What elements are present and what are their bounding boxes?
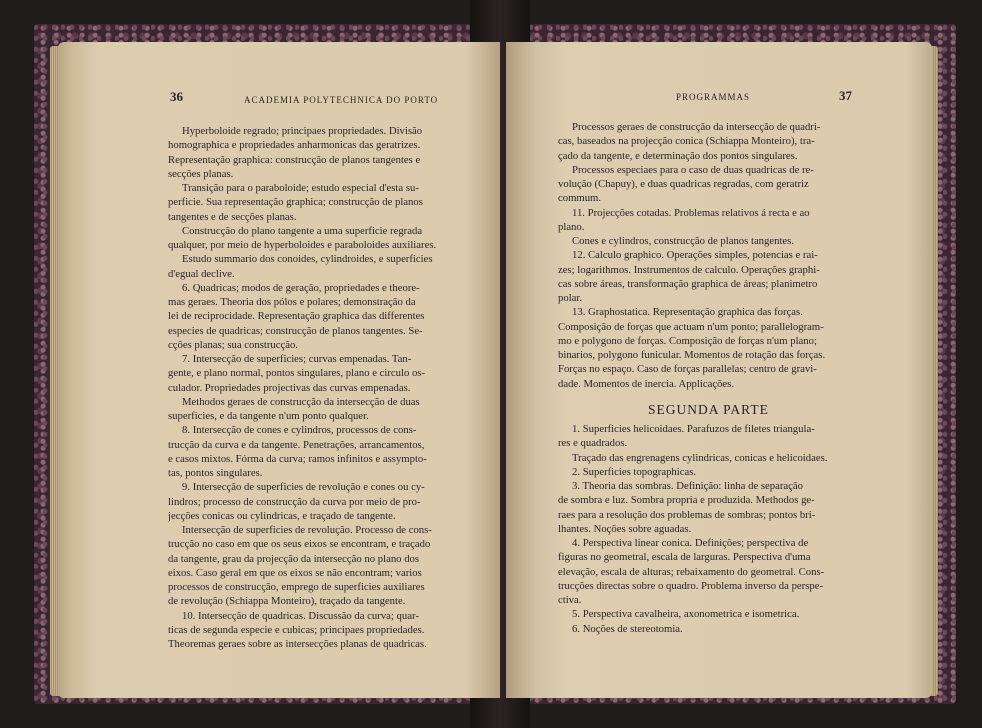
text-line: 6. Quadricas; modos de geração, propriedades e theore-	[182, 281, 420, 294]
text-line: cas, baseados na projecção conica (Schiappa Monteiro), tra-	[558, 135, 815, 148]
text-line: trucções directas sobre o quadro. Problema inverso da perspe-	[558, 579, 824, 592]
text-line: lindros; processo de construcção da curva por meio de pro-	[168, 495, 421, 508]
text-line: 4. Perspectiva linear conica. Definições; perspectiva de	[572, 537, 809, 549]
text-line: res e quadrados.	[558, 437, 628, 450]
text-line: lei de reciprocidade. Representação graphica das differentes	[168, 310, 425, 323]
text-line: e casos mixtos. Fórma da curva; ramos infinitos e assympto-	[168, 452, 427, 465]
text-line: volução (Chapuy), e duas quadricas regradas, com geratriz	[558, 178, 809, 190]
text-line: Transição para o paraboloide; estudo especial d'esta su-	[182, 182, 419, 194]
text-line: ticas de segunda especie e cubicas; principaes propriedades.	[168, 623, 425, 636]
right-page	[506, 42, 932, 698]
text-line: Traçado das engrenagens cylindricas, conicas e helicoidaes.	[572, 451, 828, 464]
text-line: cções planas; sua construcção.	[168, 338, 298, 351]
text-line: d'egual declive.	[168, 267, 235, 280]
text-line: Forças no espaço. Caso de forças parallelas; centro de gravi-	[558, 363, 817, 376]
text-line: 11. Projecções cotadas. Problemas relativos á recta e ao	[572, 206, 810, 219]
text-line: trucção no caso em que os seus eixos se encontram, e traçado	[168, 538, 431, 551]
text-line: trucção da curva e da tangente. Penetrações, arrancamentos,	[168, 438, 425, 451]
right-body-text-bottom	[558, 422, 852, 636]
text-line: jecções conicas ou cylindricas, e traçado de tangente.	[168, 509, 396, 522]
text-line: binarios, polygono funicular. Momentos de rotação das forças.	[558, 349, 826, 361]
text-line: 1. Superficies helicoidaes. Parafuzos de filetes triangula-	[572, 423, 815, 435]
text-line: de sombra e luz. Sombra propria e produzida. Methodos ge-	[558, 494, 815, 507]
text-line: Processos especiaes para o caso de duas quadricas de re-	[572, 163, 814, 176]
page-number: 37	[839, 88, 852, 103]
text-line: culador. Propriedades projectivas das curvas empenadas.	[168, 381, 411, 394]
text-line: mas geraes. Theoria dos pólos e polares; demonstração da	[168, 296, 416, 308]
section-title: SEGUNDA PARTE	[648, 402, 769, 417]
text-line: processos de construcção, emprego de superficies auxiliares	[168, 581, 425, 593]
text-line: lhantes. Noções sobre aguadas.	[558, 522, 692, 535]
text-line: qualquer, por meio de hyperboloides e paraboloides auxiliares.	[168, 239, 437, 251]
left-body-text	[168, 124, 464, 651]
text-line: zes; logarithmos. Instrumentos de calculo. Operações graphi-	[558, 263, 820, 276]
text-line: ctiva.	[558, 594, 582, 606]
text-line: 7. Intersecção de superficies; curvas empenadas. Tan-	[182, 353, 412, 365]
text-line: tas, pontos singulares.	[168, 467, 263, 479]
text-line: Hyperboloide regrado; principaes propriedades. Divisão	[182, 125, 423, 137]
text-line: Processos geraes de construcção da intersecção de quadri-	[572, 121, 821, 133]
page-number: 36	[170, 89, 183, 104]
text-line: dade. Momentos de inercia. Applicações.	[558, 377, 734, 390]
text-line: 9. Intersecção de superficies de revolução e cones ou cy-	[182, 481, 425, 494]
text-line: eixos. Caso geral em que os eixos se não encontram; varios	[168, 566, 422, 579]
text-line: Composição de forças que actuam n'um ponto; parallelogram-	[558, 320, 824, 333]
text-line: 3. Theoria das sombras. Definição: linha de separação	[572, 480, 803, 492]
text-line: Intersecção de superficies de revolução. Processo de cons-	[182, 524, 432, 536]
text-line: Construcção do plano tangente a uma superficie regrada	[182, 224, 423, 237]
running-head: ACADEMIA POLYTECHNICA DO PORTO	[244, 95, 439, 105]
left-page	[58, 42, 500, 698]
text-line: perficie. Sua representação graphica; construcção de planos	[168, 196, 423, 209]
text-line: çado da tangente, e determinação dos pontos singulares.	[558, 149, 798, 162]
text-line: Estudo summario dos conoides, cylindroides, e superficies	[182, 253, 433, 266]
text-line: homographica e propriedades anharmonicas das geratrizes.	[168, 139, 421, 152]
running-head: PROGRAMMAS	[676, 92, 751, 102]
text-line: plano.	[558, 220, 585, 233]
text-line: polar.	[558, 292, 583, 304]
text-line: tangentes e de secções planas.	[168, 210, 297, 223]
text-line: Methodos geraes de construcção da intersecção de duas	[182, 395, 420, 408]
right-body-text-top	[558, 120, 852, 391]
text-line: cas sobre áreas, transformação graphica de áreas; planimetro	[558, 277, 818, 290]
text-line: especies de quadricas; construcção de planos tangentes. Se-	[168, 324, 423, 337]
text-line: gente, e plano normal, pontos singulares, plano e circulo os-	[168, 367, 426, 380]
text-line: elevação, escala de alturas; rebaixamento do geometral. Cons-	[558, 565, 825, 578]
text-line: secções planas.	[168, 167, 234, 180]
text-line: superficies, e da tangente n'um ponto qualquer.	[168, 410, 369, 422]
text-line: raes para a resolução dos problemas de sombras; pontos bri-	[558, 508, 816, 521]
text-line: commum.	[558, 192, 602, 205]
text-line: Theoremas geraes sobre as intersecções planas de quadricas.	[168, 638, 427, 650]
text-line: 6. Noções de stereotomia.	[572, 622, 683, 635]
text-line: Representação graphica: construcção de planos tangentes e	[168, 153, 421, 166]
text-line: de revolução (Schiappa Monteiro), traçado da tangente.	[168, 595, 406, 608]
text-line: da tangente, grau da projecção da intersecção no plano dos	[168, 552, 420, 565]
text-line: 13. Graphostatica. Representação graphica das forças.	[572, 306, 803, 319]
text-line: 10. Intersecção de quadricas. Discussão da curva; quar-	[182, 609, 419, 622]
text-line: Cones e cylindros, construcção de planos tangentes.	[572, 235, 795, 247]
text-line: 2. Superficies topographicas.	[572, 465, 697, 478]
text-line: 8. Intersecção de cones e cylindros, processos de cons-	[182, 424, 417, 437]
text-line: 12. Calculo graphico. Operações simples, potencias e rai-	[572, 249, 818, 262]
text-line: figuras no geometral, escala de larguras. Perspectiva d'uma	[558, 551, 811, 564]
text-line: 5. Perspectiva cavalheira, axonometrica e isometrica.	[572, 608, 800, 621]
text-line: mo e polygono de forças. Composição de forças n'um plano;	[558, 334, 817, 347]
